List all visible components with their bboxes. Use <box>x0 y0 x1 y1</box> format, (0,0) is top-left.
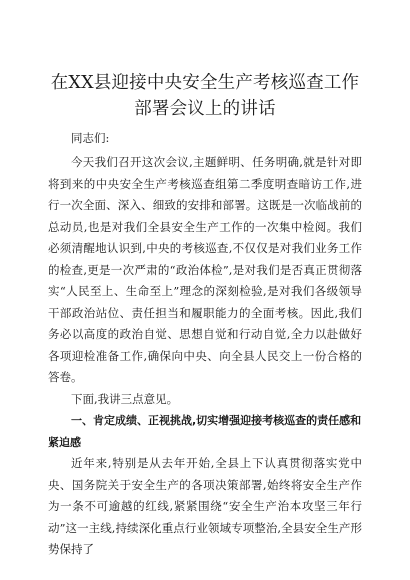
document-title: 在XX县迎接中央安全生产考核巡查工作部署会议上的讲话 <box>50 73 360 119</box>
salutation: 同志们: <box>71 131 110 145</box>
section-paragraph: 近年来,特别是从去年开始,全县上下认真贯彻落实党中央、国务院关于安全生产的各项决策部署,始终将安全生产作为一条不可逾越的红线,紧紧围绕“安全生产治本攻坚三年行动”这一主线,持续深化重点行业领域专项整治,全县安全生产形势保持了 <box>48 456 362 556</box>
section-heading: 一、肯定成绩、正视挑战,切实增强迎接考核巡查的责任感和紧迫感 <box>48 414 362 449</box>
body-paragraph: 下面,我讲三点意见。 <box>71 391 179 406</box>
body-paragraph: 今天我们召开这次会议,主题鲜明、任务明确,就是针对即将到来的中央安全生产考核巡查组第二季度明查暗访工作,进行一次全面、深入、细致的安排和部署。这既是一次临战前的总动员,也是对我们全县安全生产工作的一次集中检阅。我们必须清醒地认识到,中央的考核巡查,不仅仅是对我们业务工作的检查,更是一次严肃的“政治体检”,是对我们是否真正贯彻落实“人民至上、生命至上”理念的深刻检验,是对我们各级领导干部政治站位、责任担当和履职能力的全面考核。因此,我们务必以高度的政治自觉、思想自觉和行动自觉,全力以赴做好各项迎检准备工作,确保向中央、向全县人民交上一份合格的答卷。 <box>48 155 362 384</box>
